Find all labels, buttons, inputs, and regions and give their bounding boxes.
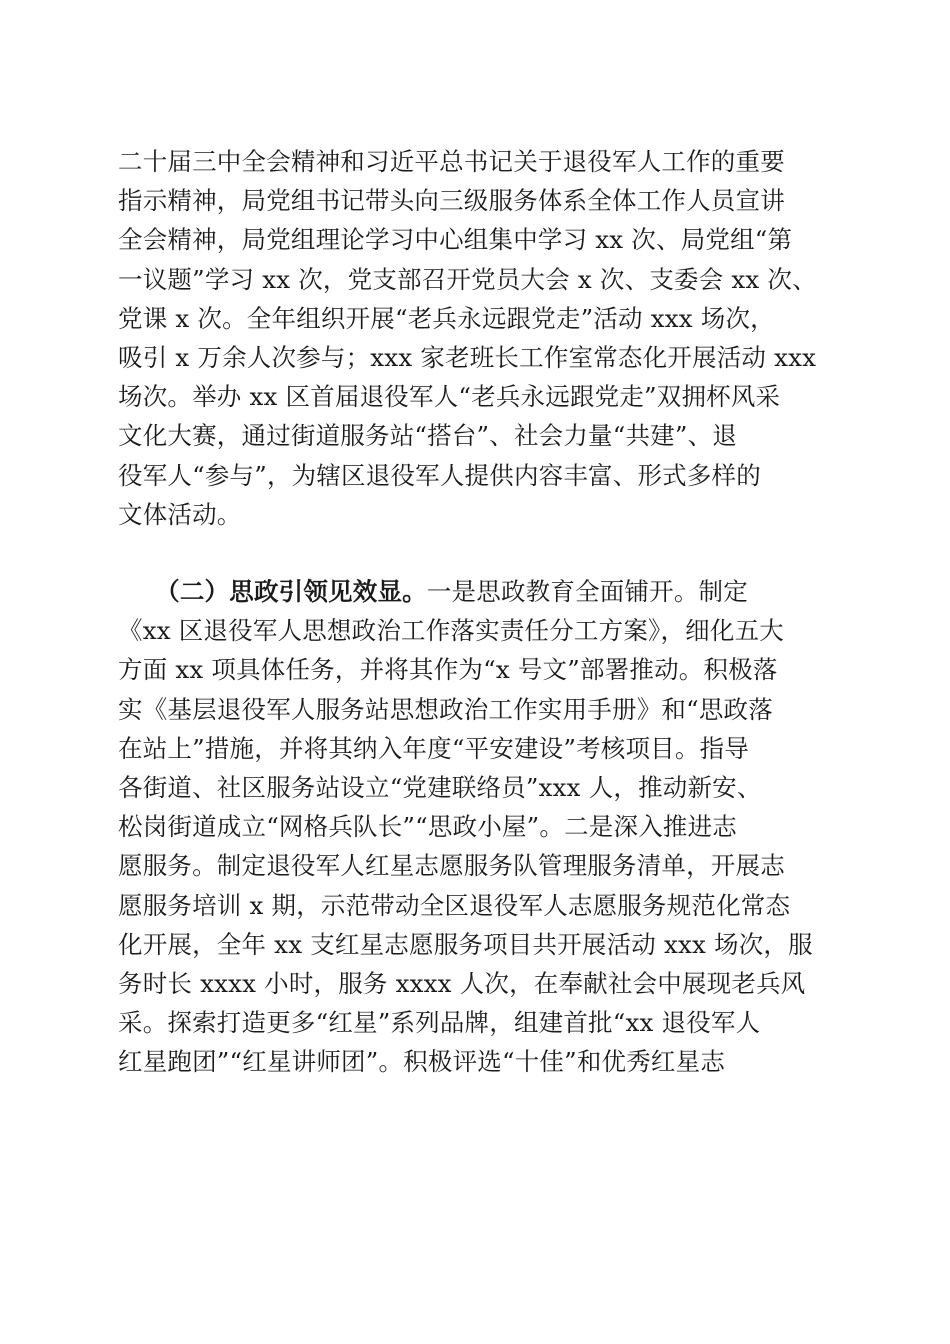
text-line: 全会精神，局党组理论学习中心组集中学习 xx 次、局党组“第 [118, 225, 793, 255]
text-line: 松岗街道成立“网格兵队长”“思政小屋”。二是深入推进志 [118, 812, 737, 842]
text-line: 在站上”措施，并将其纳入年度“平安建设”考核项目。指导 [118, 733, 749, 763]
text-line: 愿服务培训 x 期，示范带动全区退役军人志愿服务规范化常态 [118, 890, 791, 920]
text-line: 二十届三中全会精神和习近平总书记关于退役军人工作的重要 [118, 147, 785, 176]
text-line: 指示精神，局党组书记带头向三级服务体系全体工作人员宣讲 [118, 186, 785, 216]
text-line: 役军人“参与”，为辖区退役军人提供内容丰富、形式多样的 [118, 460, 761, 490]
text-line: 务时长 xxxx 小时，服务 xxxx 人次，在奉献社会中展现老兵风 [118, 968, 806, 998]
text-line: 实《基层退役军人服务站思想政治工作实用手册》和“思政落 [118, 694, 773, 724]
text-line: 文体活动。 [118, 499, 242, 529]
text-line: 党课 x 次。全年组织开展“老兵永远跟党走”活动 xxx 场次， [118, 303, 775, 333]
text-line: 采。探索打造更多“红星”系列品牌，组建首批“xx 退役军人 [118, 1008, 761, 1038]
text-line: 文化大赛，通过街道服务站“搭台”、社会力量“共建”、退 [118, 421, 737, 451]
paragraph-first-line [118, 572, 838, 611]
text-line: 《xx 区退役军人思想政治工作落实责任分工方案》，细化五大 [118, 616, 784, 646]
text-line: 愿服务。制定退役军人红星志愿服务队管理服务清单，开展志 [118, 851, 785, 881]
text-line: 方面 xx 项具体任务，并将其作为“x 号文”部署推动。积极落 [118, 655, 778, 685]
text-line: 一议题”学习 xx 次，党支部召开党员大会 x 次、支委会 xx 次、 [118, 264, 817, 294]
text-line: 各街道、社区服务站设立“党建联络员”xxx 人，推动新安、 [118, 772, 762, 802]
paragraph-party-building [118, 142, 838, 534]
text-run: 一是思政教育全面铺开。制定 [426, 577, 748, 606]
section-heading: （二）思政引领见效显。 [167, 577, 427, 606]
text-line: 吸引 x 万余人次参与；xxx 家老班长工作室常态化开展活动 xxx [118, 342, 817, 372]
text-line: 场次。举办 xx 区首届退役军人“老兵永远跟党走”双拥杯风采 [118, 382, 781, 412]
paragraph-ideological-guidance [118, 572, 838, 1081]
text-line: 红星跑团”“红星讲师团”。积极评选“十佳”和优秀红星志 [118, 1047, 726, 1077]
text-line: 化开展，全年 xx 支红星志愿服务项目共开展活动 xxx 场次，服 [118, 929, 813, 959]
